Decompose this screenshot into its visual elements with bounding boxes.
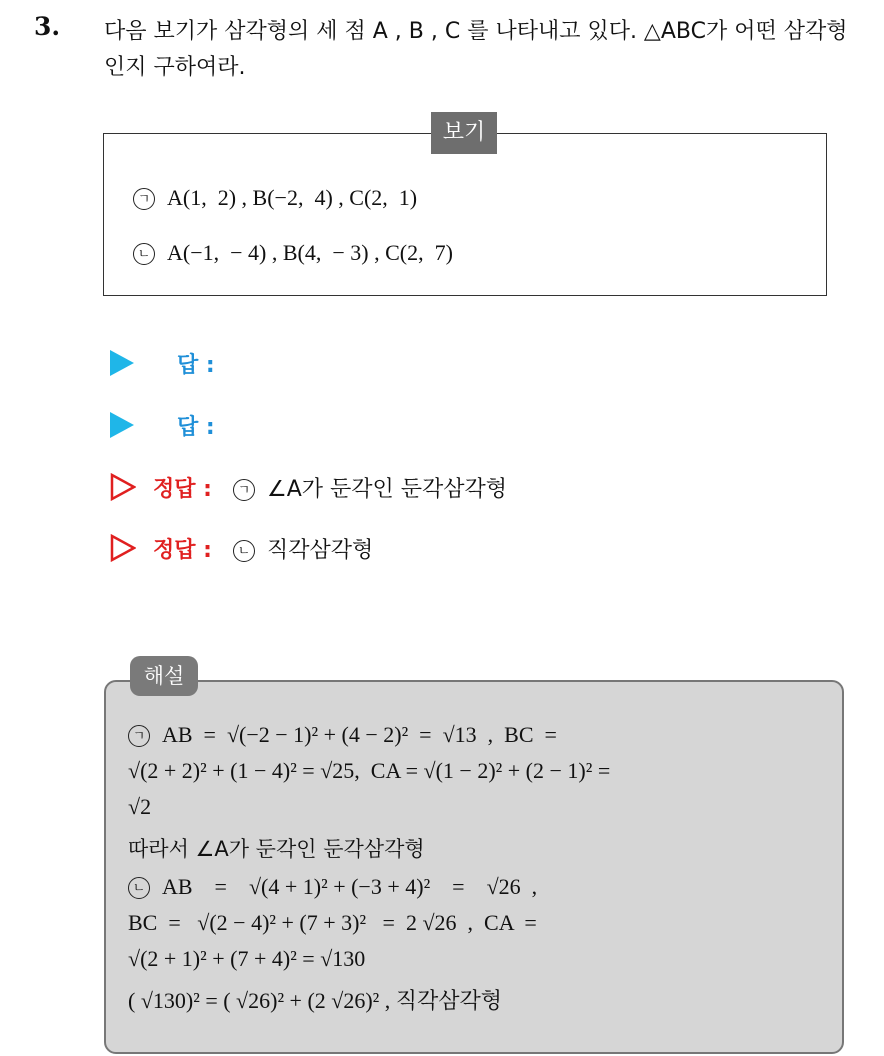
example-title: 보기 bbox=[431, 112, 497, 154]
circled-marker-icon: ㄴ bbox=[133, 243, 155, 265]
example-item-1 bbox=[133, 185, 417, 211]
solution-line-7: √(2 + 1)² + (7 + 4)² = √130 bbox=[128, 946, 366, 971]
correct-answer-row-2 bbox=[110, 533, 373, 564]
solution-title: 해설 bbox=[130, 656, 198, 696]
solution-line-4: 따라서 ∠A가 둔각인 둔각삼각형 bbox=[128, 837, 425, 861]
correct-label: 정답 : bbox=[153, 477, 212, 502]
correct-answer-row-1 bbox=[110, 472, 507, 503]
correct-text: 직각삼각형 bbox=[266, 538, 374, 563]
play-arrow-icon bbox=[110, 412, 134, 438]
circled-marker-icon: ㄱ bbox=[128, 725, 150, 747]
example-item-text: A(−1, − 4) , B(4, − 3) , C(2, 7) bbox=[167, 240, 453, 265]
outline-arrow-icon bbox=[110, 534, 136, 562]
circled-marker-icon: ㄴ bbox=[128, 877, 150, 899]
example-item-text: A(1, 2) , B(−2, 4) , C(2, 1) bbox=[167, 185, 418, 210]
answer-label: 답 : bbox=[177, 415, 215, 440]
circled-marker-icon: ㄱ bbox=[133, 188, 155, 210]
solution-line-3: √2 bbox=[128, 794, 152, 819]
circled-marker-icon: ㄴ bbox=[233, 540, 255, 562]
correct-text: ∠A가 둔각인 둔각삼각형 bbox=[266, 477, 507, 502]
question-text: 다음 보기가 삼각형의 세 점 A , B , C 를 나타내고 있다. △ABC가 어떤 삼각형인지 구하여라. bbox=[104, 19, 848, 80]
play-arrow-icon bbox=[110, 350, 134, 376]
answer-row-1[interactable] bbox=[110, 348, 215, 379]
solution-line-1: ㄱ AB = √(−2 − 1)² + (4 − 2)² = √13 , BC = bbox=[128, 720, 557, 750]
question-number: 3. bbox=[34, 12, 61, 41]
solution-line-2: √(2 + 2)² + (1 − 4)² = √25, CA = √(1 − 2)² + (2 − 1)² = bbox=[128, 758, 611, 783]
answer-row-2[interactable] bbox=[110, 410, 215, 441]
circled-marker-icon: ㄱ bbox=[233, 479, 255, 501]
example-item-2 bbox=[133, 240, 453, 266]
outline-arrow-icon bbox=[110, 473, 136, 501]
solution-line-8: ( √130)² = ( √26)² + (2 √26)² , 직각삼각형 bbox=[128, 988, 503, 1013]
correct-label: 정답 : bbox=[153, 538, 212, 563]
solution-line-6: BC = √(2 − 4)² + (7 + 3)² = 2 √26 , CA = bbox=[128, 910, 537, 935]
answer-label: 답 : bbox=[177, 353, 215, 378]
solution-line-5: ㄴ AB = √(4 + 1)² + (−3 + 4)² = √26 , bbox=[128, 872, 537, 902]
example-box bbox=[103, 133, 827, 296]
